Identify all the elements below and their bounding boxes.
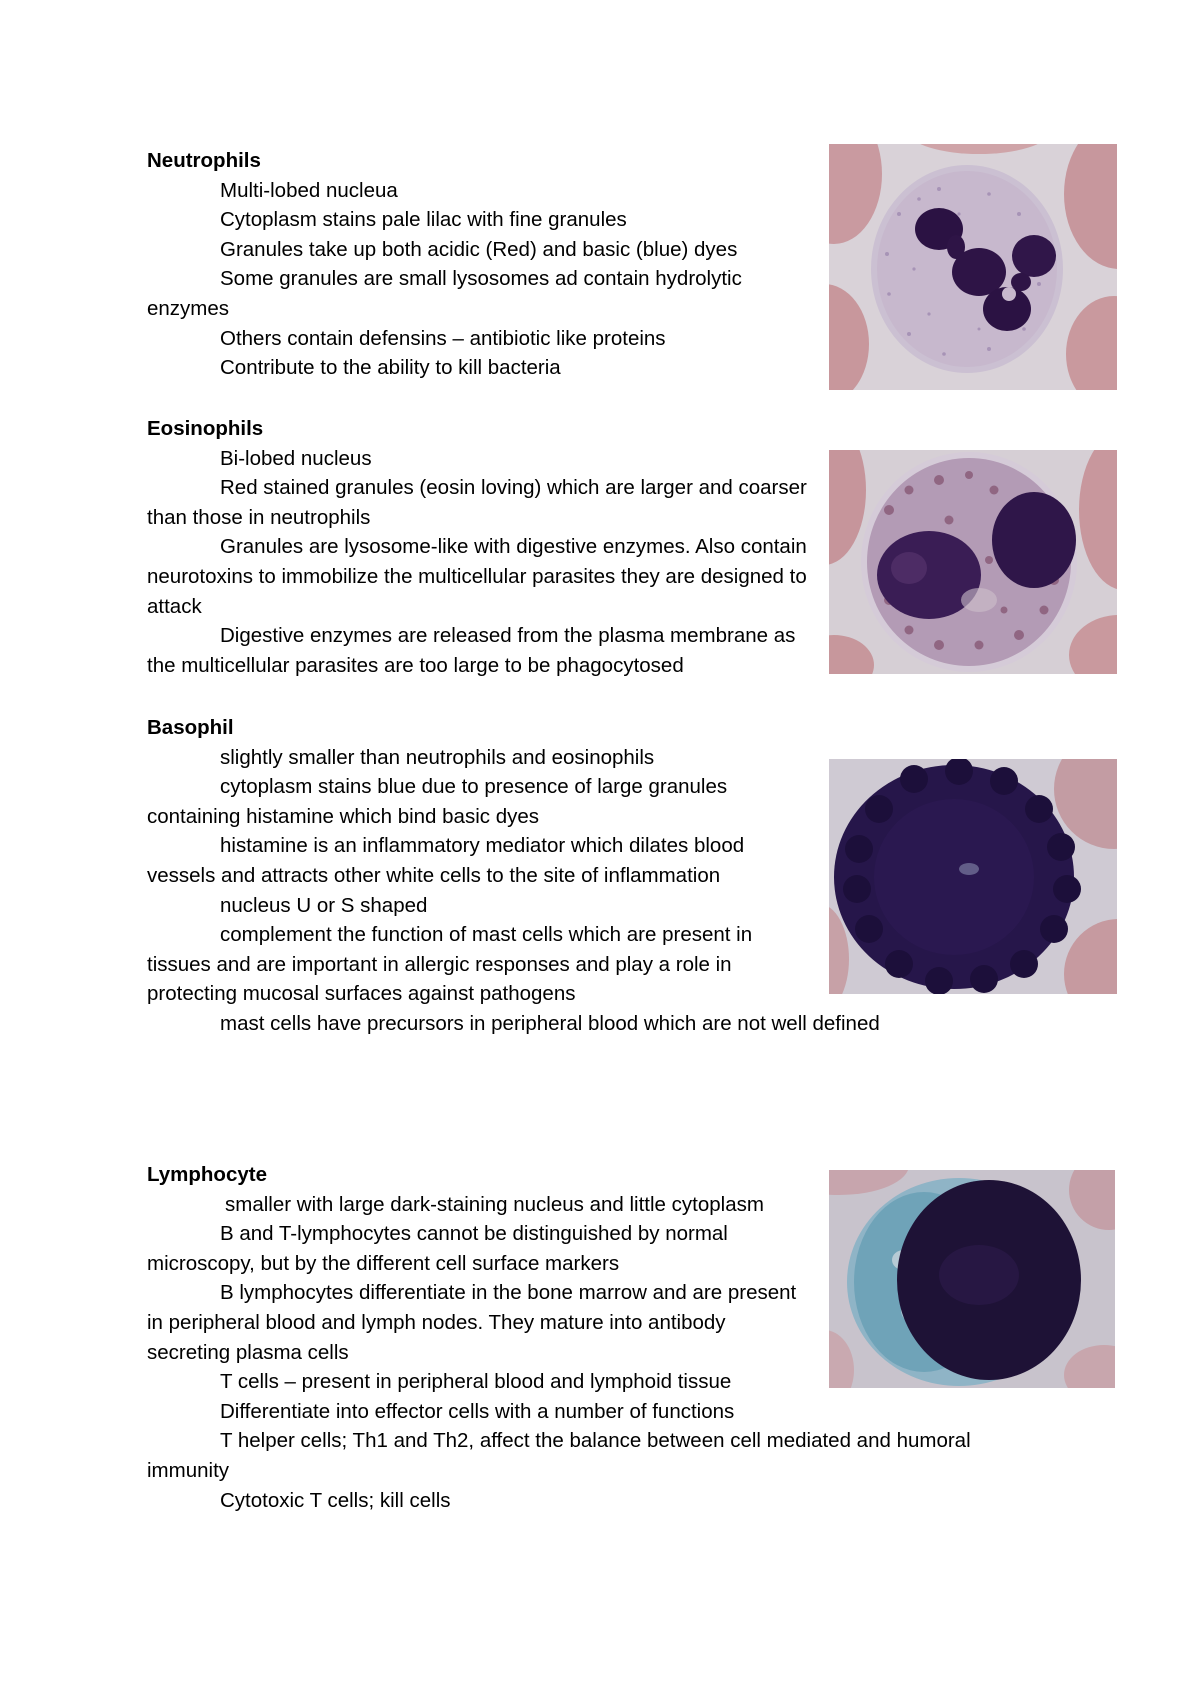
lymphocyte-para-2: B and T-lymphocytes cannot be distinguished by normal microscopy, but by the different cell surface markers: [147, 1222, 728, 1275]
eosinophils-para-2: Red stained granules (eosin loving) which are larger and coarser than those in neutrophils: [147, 476, 807, 529]
section-basophil: [147, 713, 880, 1039]
eosinophils-para-3: Granules are lysosome-like with digestive enzymes. Also contain neurotoxins to immobilize the multicellular parasites they are designed to attack: [147, 535, 807, 618]
lymphocyte-heading: Lymphocyte: [147, 1163, 267, 1186]
neutrophils-para-6: Contribute to the ability to kill bacteria: [220, 356, 561, 380]
neutrophils-heading: Neutrophils: [147, 149, 261, 172]
basophil-para-3: histamine is an inflammatory mediator which dilates blood vessels and attracts other white cells to the site of inflammation: [147, 834, 745, 887]
neutrophils-para-4: Some granules are small lysosomes ad contain hydrolytic enzymes: [147, 267, 742, 320]
lymphocyte-para-1: smaller with large dark-staining nucleus and little cytoplasm: [225, 1192, 764, 1216]
neutrophils-para-3: Granules take up both acidic (Red) and basic (blue) dyes: [220, 237, 738, 261]
neutrophils-para-5: Others contain defensins – antibiotic like proteins: [220, 326, 666, 350]
basophil-para-5: complement the function of mast cells which are present in tissues and are important in allergic responses and play a role in protecting mucosal surfaces against pathogens: [147, 923, 753, 1006]
lymphocyte-para-5: Differentiate into effector cells with a number of functions: [220, 1399, 735, 1423]
basophil-para-2: cytoplasm stains blue due to presence of large granules containing histamine which bind basic dyes: [147, 775, 728, 828]
neutrophils-para-2: Cytoplasm stains pale lilac with fine granules: [220, 208, 627, 232]
lymphocyte-para-7: Cytotoxic T cells; kill cells: [220, 1488, 451, 1512]
neutrophils-para-1: Multi-lobed nucleua: [220, 178, 398, 202]
lymphocyte-micrograph: [829, 1170, 1115, 1388]
basophil-para-6: mast cells have precursors in peripheral blood which are not well defined: [220, 1011, 880, 1035]
eosinophils-para-1: Bi-lobed nucleus: [220, 446, 372, 470]
lymphocyte-para-3: B lymphocytes differentiate in the bone marrow and are present in peripheral blood and lymph nodes. They mature into antibody secreting plasma cells: [147, 1281, 797, 1364]
eosinophil-micrograph: [829, 450, 1117, 674]
basophil-micrograph: [829, 759, 1117, 994]
section-neutrophils: [147, 146, 807, 383]
eosinophils-heading: Eosinophils: [147, 417, 264, 440]
section-eosinophils: [147, 414, 807, 680]
eosinophils-para-4: Digestive enzymes are released from the plasma membrane as the multicellular parasites are too large to be phagocytosed: [147, 624, 796, 677]
basophil-para-4: nucleus U or S shaped: [220, 893, 428, 917]
neutrophil-micrograph: [829, 144, 1117, 390]
lymphocyte-para-6: T helper cells; Th1 and Th2, affect the balance between cell mediated and humoral immunity: [147, 1429, 971, 1482]
lymphocyte-para-4: T cells – present in peripheral blood and lymphoid tissue: [220, 1370, 732, 1394]
basophil-heading: Basophil: [147, 716, 234, 739]
basophil-para-1: slightly smaller than neutrophils and eosinophils: [220, 745, 655, 769]
